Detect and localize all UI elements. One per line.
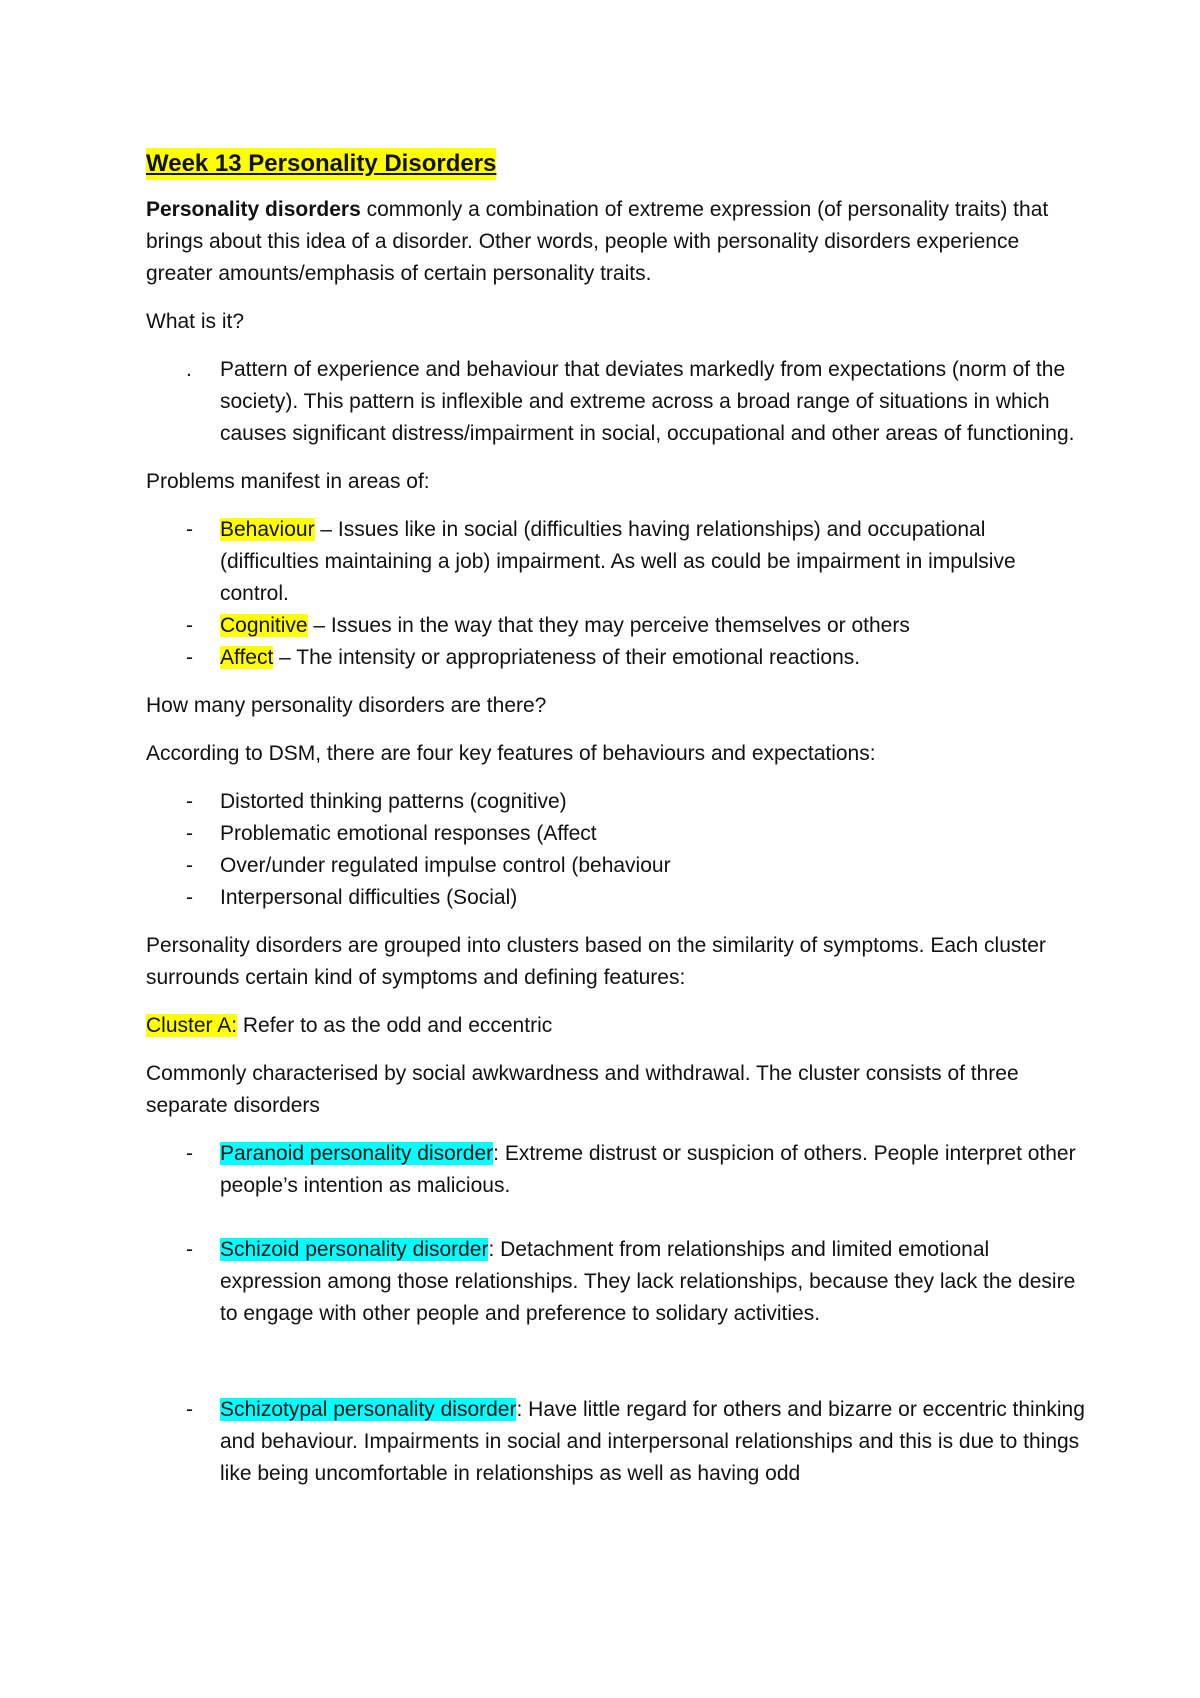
list-item-text: Interpersonal difficulties (Social)	[220, 886, 518, 909]
list-item-text: – Issues in the way that they may perceive themselves or others	[307, 614, 910, 637]
bullet-marker: -	[186, 614, 193, 637]
list-item-text: : Have little regard for others and bizarre or eccentric thinking and behaviour. Impairments in social and interpersonal relationships and this is due to things like being uncomfortable in relationships as well as having odd	[220, 1398, 1085, 1485]
intro-term: Personality disorders	[146, 198, 361, 221]
bullet-marker: -	[186, 1238, 193, 1261]
clusters-intro: Personality disorders are grouped into clusters based on the similarity of symptoms. Each cluster surrounds certain kind of symptoms and defining features:	[146, 934, 1046, 989]
highlighted-term: Cognitive	[220, 614, 308, 637]
list-item	[146, 610, 1086, 642]
problems-list	[146, 514, 1086, 674]
list-item-text: Problematic emotional responses (Affect	[220, 822, 597, 845]
bullet-marker: -	[186, 1142, 193, 1165]
highlighted-disorder: Schizotypal personality disorder	[220, 1398, 517, 1421]
bullet-marker: -	[186, 646, 193, 669]
list-item-text: Distorted thinking patterns (cognitive)	[220, 790, 567, 813]
dsm-features-list	[146, 786, 1086, 914]
list-item	[146, 354, 1086, 450]
list-item-text: Over/under regulated impulse control (behaviour	[220, 854, 671, 877]
list-item	[146, 1138, 1086, 1202]
how-many-subheading: According to DSM, there are four key features of behaviours and expectations:	[146, 742, 876, 765]
bullet-marker: -	[186, 822, 193, 845]
cluster-a-label: Cluster A:	[146, 1014, 238, 1037]
how-many-heading: How many personality disorders are there?	[146, 694, 547, 717]
list-item	[146, 882, 1086, 914]
list-item	[146, 786, 1086, 818]
intro-paragraph	[146, 194, 1086, 290]
list-item	[146, 1234, 1086, 1330]
list-item	[146, 818, 1086, 850]
what-is-it-list	[146, 354, 1086, 450]
what-is-it-heading: What is it?	[146, 310, 245, 333]
list-item-text: – The intensity or appropriateness of their emotional reactions.	[273, 646, 861, 669]
cluster-a-heading	[146, 1010, 1086, 1042]
document-content	[146, 148, 1086, 1506]
list-item-text: : Detachment from relationships and limited emotional expression among those relationships. They lack relationships, because they lack the desire to engage with other people and preference to solidary activities.	[220, 1238, 1076, 1325]
cluster-a-description: Commonly characterised by social awkwardness and withdrawal. The cluster consists of three separate disorders	[146, 1062, 1019, 1117]
intro-text: commonly a combination of extreme expression (of personality traits) that brings about this idea of a disorder. Other words, people with personality disorders experience greater amounts/emphasis of certain personality traits.	[146, 198, 1049, 285]
highlighted-disorder: Schizoid personality disorder	[220, 1238, 489, 1261]
bullet-marker: .	[186, 358, 192, 381]
list-item-text: Pattern of experience and behaviour that deviates markedly from expectations (norm of the society). This pattern is inflexible and extreme across a broad range of situations in which causes significant distress/impairment in social, occupational and other areas of functioning.	[220, 358, 1075, 445]
highlighted-disorder: Paranoid personality disorder	[220, 1142, 494, 1165]
cluster-a-text: Refer to as the odd and eccentric	[237, 1014, 553, 1037]
bullet-marker: -	[186, 886, 193, 909]
problems-heading: Problems manifest in areas of:	[146, 470, 430, 493]
bullet-marker: -	[186, 790, 193, 813]
list-item-text: – Issues like in social (difficulties having relationships) and occupational (difficulties maintaining a job) impairment. As well as could be impairment in impulsive control.	[220, 518, 1016, 605]
list-item	[146, 642, 1086, 674]
page-title: Week 13 Personality Disorders	[146, 148, 496, 180]
bullet-marker: -	[186, 854, 193, 877]
bullet-marker: -	[186, 1398, 193, 1421]
highlighted-term: Affect	[220, 646, 274, 669]
list-item	[146, 1394, 1086, 1490]
cluster-a-list	[146, 1138, 1086, 1490]
highlighted-term: Behaviour	[220, 518, 315, 541]
list-item	[146, 850, 1086, 882]
list-item-text: : Extreme distrust or suspicion of others. People interpret other people’s intention as malicious.	[220, 1142, 1076, 1197]
bullet-marker: -	[186, 518, 193, 541]
list-item	[146, 514, 1086, 610]
